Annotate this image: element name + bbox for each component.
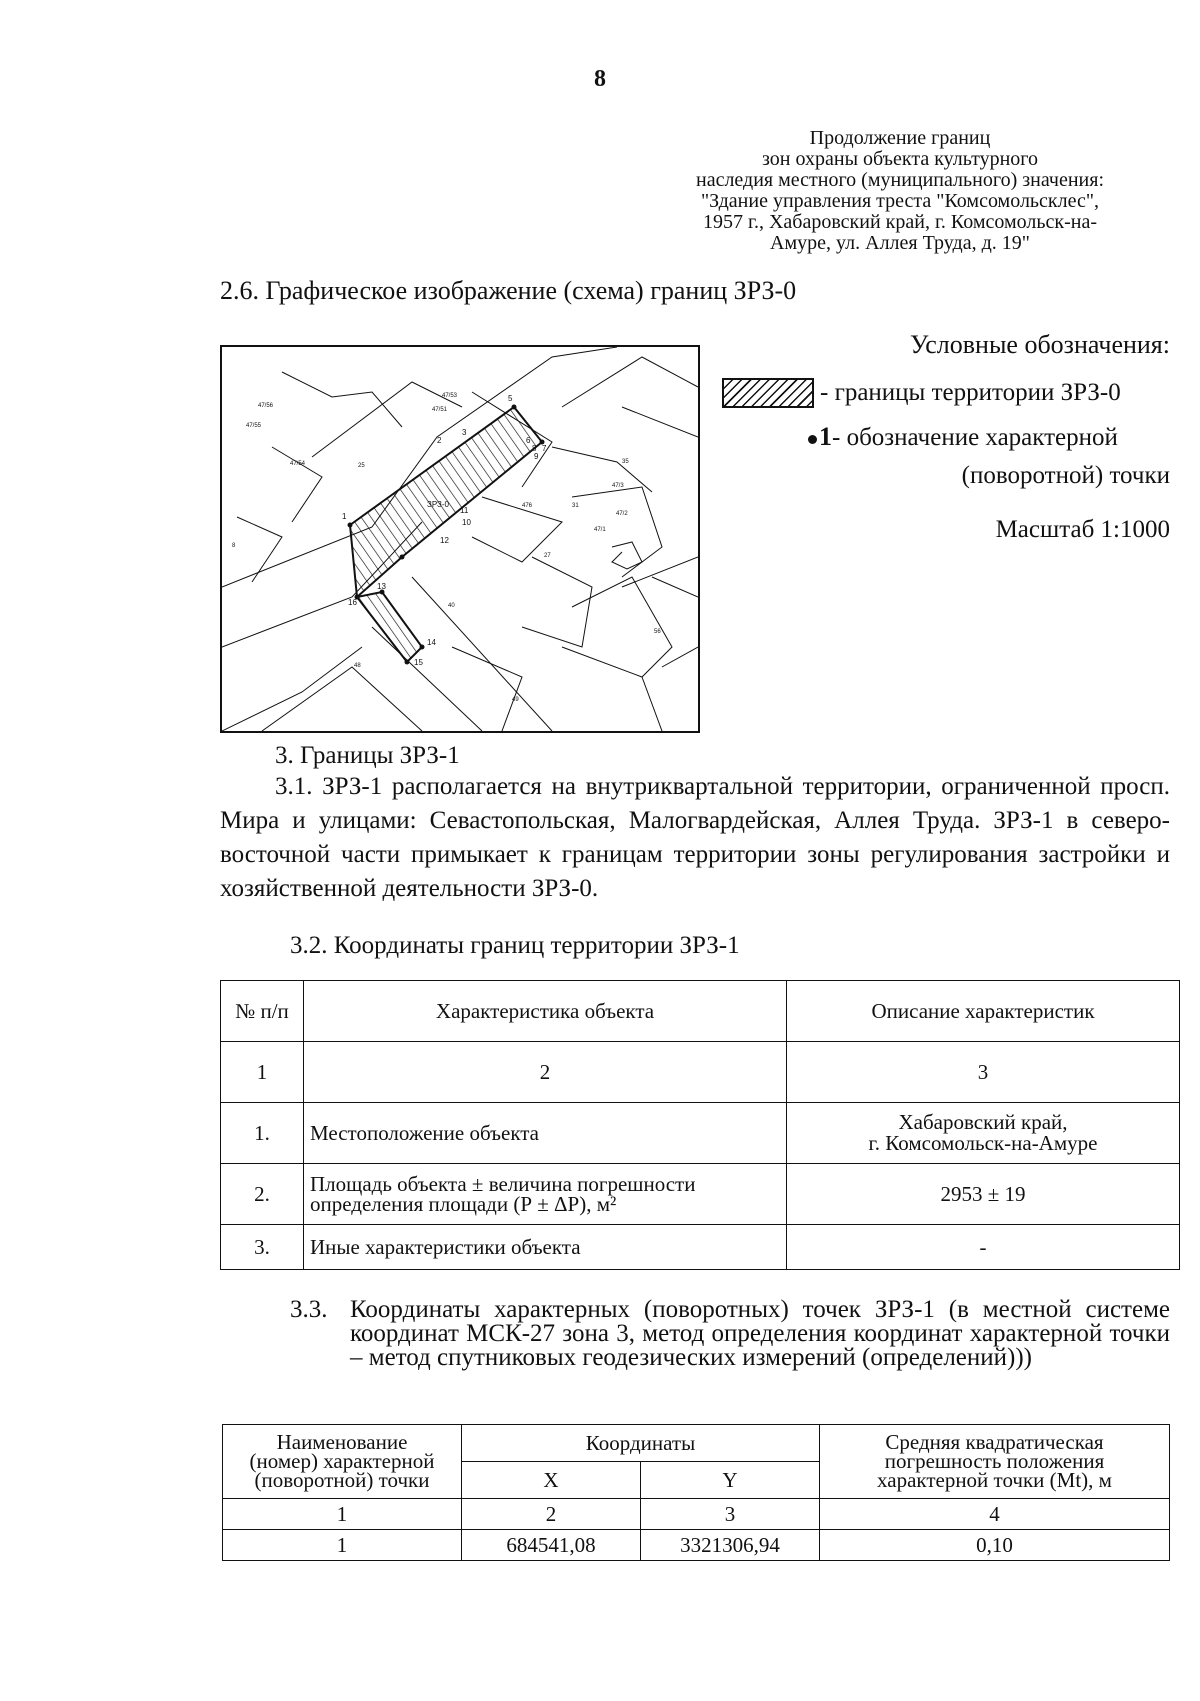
legend-point-entry xyxy=(808,422,1118,452)
row-number: 1. xyxy=(221,1103,304,1164)
header-line: характерной точки (Mt), м xyxy=(877,1468,1112,1492)
point-x: 684541,08 xyxy=(462,1530,641,1561)
row-name xyxy=(304,1164,787,1225)
point-dot-icon xyxy=(808,435,817,444)
point-y: 3321306,94 xyxy=(641,1530,820,1561)
continuation-line: Продолжение границ xyxy=(809,127,991,149)
table-header-cell: Характеристика объекта xyxy=(304,981,787,1042)
row-name: Местоположение объекта xyxy=(304,1103,787,1164)
continuation-line: Амуре, ул. Аллея Труда, д. 19" xyxy=(770,232,1030,254)
point-number: 1 xyxy=(223,1530,462,1561)
row-description xyxy=(787,1103,1180,1164)
header-point-name xyxy=(223,1425,462,1499)
scheme-parcel-label: 31 xyxy=(572,503,579,509)
scheme-point-label: 10 xyxy=(462,518,471,527)
scheme-point-label: 15 xyxy=(414,658,423,667)
page-number: 8 xyxy=(594,66,606,92)
row-name-line: Площадь объекта ± величина погрешности xyxy=(310,1172,696,1196)
point-mt: 0,10 xyxy=(820,1530,1170,1561)
scheme-parcel-label: 27 xyxy=(544,553,551,559)
scheme-point-label: 16 xyxy=(348,598,357,607)
header-line: Наименование xyxy=(276,1430,408,1454)
scheme-parcel-label: 47/51 xyxy=(432,407,448,413)
table-index-cell: 3 xyxy=(641,1499,820,1530)
table-row xyxy=(221,1164,1180,1225)
header-x: X xyxy=(462,1462,641,1499)
scheme-parcel-label: 47/56 xyxy=(258,403,274,409)
scheme-point-label: 3 xyxy=(462,428,467,437)
legend-hatch-entry xyxy=(722,378,1121,408)
header-coordinates: Координаты xyxy=(462,1425,820,1462)
paragraph-3-1 xyxy=(220,770,1170,906)
row-description-line: Хабаровский край, xyxy=(898,1110,1068,1134)
scheme-parcel-label: 47/3 xyxy=(612,483,624,489)
header-line: Средняя квадратическая xyxy=(885,1430,1104,1454)
header-line: (номер) характерной xyxy=(249,1449,435,1473)
legend-hatch-text: - границы территории ЗРЗ-0 xyxy=(820,379,1121,406)
scheme-point-label: 1 xyxy=(342,512,347,521)
scheme-point-label: 7 xyxy=(542,444,547,453)
table-index-cell: 1 xyxy=(223,1499,462,1530)
table-header-cell: Описание характеристик xyxy=(787,981,1180,1042)
scheme-zone-label: ЗРЗ-0 xyxy=(427,500,449,509)
scheme-parcel-label: 56 xyxy=(654,629,661,635)
scheme-parcel-label: 476 xyxy=(522,503,533,509)
table-row xyxy=(221,1103,1180,1164)
row-name-line: определения площади (Р ± ΔР), м² xyxy=(310,1192,617,1216)
continuation-line: зон охраны объекта культурного xyxy=(762,148,1038,170)
paragraph-3-3-text: Координаты характерных (поворотных) точек ЗРЗ-1 (в местной системе координат МСК-27 зона 3, метод определения координат характерной точки – метод спутниковых геодезических измерений (определений))) xyxy=(350,1296,1170,1371)
header-y: Y xyxy=(641,1462,820,1499)
section-3-heading: 3. Границы ЗРЗ-1 xyxy=(275,742,460,769)
scheme-parcel-label: 48 xyxy=(354,663,361,669)
scheme-parcel-label: 35 xyxy=(622,459,629,465)
scheme-point-label: 2 xyxy=(437,436,442,445)
scale-label: Масштаб 1:1000 xyxy=(995,516,1170,543)
scheme-parcel-label: 25 xyxy=(358,463,365,469)
legend-title: Условные обозначения: xyxy=(909,330,1170,359)
scheme-point-label: 6 xyxy=(526,436,531,445)
row-name: Иные характеристики объекта xyxy=(304,1225,787,1270)
section-2-6-heading: 2.6. Графическое изображение (схема) границ ЗРЗ-0 xyxy=(220,276,797,305)
scheme-parcel-label: 47/53 xyxy=(442,393,458,399)
scheme-parcel-label: 40 xyxy=(448,603,455,609)
legend-point-text-2: (поворотной) точки xyxy=(961,462,1170,489)
table-index-cell: 2 xyxy=(462,1499,641,1530)
section-3-2-heading: 3.2. Координаты границ территории ЗРЗ-1 xyxy=(290,932,740,959)
scheme-point-label: 12 xyxy=(440,536,449,545)
continuation-header xyxy=(640,128,1160,254)
row-number: 3. xyxy=(221,1225,304,1270)
paragraph-3-3-number: 3.3. xyxy=(290,1296,328,1323)
scheme-point-label: 9 xyxy=(534,452,539,461)
scheme-parcel-label: 47/2 xyxy=(616,511,628,517)
continuation-line: "Здание управления треста "Комсомольсклес", xyxy=(700,190,1100,212)
legend-point-text: - обозначение характерной xyxy=(832,424,1118,451)
table-index-cell: 1 xyxy=(221,1042,304,1103)
table-header-cell: № п/п xyxy=(221,981,304,1042)
scheme-point-label: 11 xyxy=(460,506,469,515)
header-line: (поворотной) точки xyxy=(254,1468,430,1492)
table-index-cell: 2 xyxy=(304,1042,787,1103)
header-line: погрешность положения xyxy=(884,1449,1105,1473)
row-description-line: г. Комсомольск-на-Амуре xyxy=(868,1131,1098,1155)
header-mt xyxy=(820,1425,1170,1499)
scheme-parcel-label: 8 xyxy=(232,543,236,549)
boundary-scheme-map xyxy=(220,345,700,733)
scheme-parcel-label: 49 xyxy=(512,697,519,703)
scheme-parcel-label: 47/55 xyxy=(246,423,262,429)
paragraph-3-3 xyxy=(290,1298,1170,1370)
scheme-point-label: 5 xyxy=(508,394,513,403)
table-index-cell: 3 xyxy=(787,1042,1180,1103)
object-characteristics-table xyxy=(220,980,1180,1270)
row-description: 2953 ± 19 xyxy=(787,1164,1180,1225)
paragraph-3-1-text: 3.1. ЗРЗ-1 располагается на внутриквартальной территории, ограниченной просп. Мира и улицами: Севастопольская, Малогвардейская, Аллея Труда. ЗРЗ-1 в северо-восточной части примыкает к границам территории зоны регулирования застройки и хозяйственной деятельности ЗРЗ-0. xyxy=(220,773,1170,902)
table-index-cell: 4 xyxy=(820,1499,1170,1530)
row-number: 2. xyxy=(221,1164,304,1225)
scheme-point-label: 13 xyxy=(377,582,386,591)
scheme-parcel-label: 47/1 xyxy=(594,527,606,533)
scheme-point-label: 8 xyxy=(532,444,537,453)
hatch-swatch-icon xyxy=(722,378,814,408)
continuation-line: наследия местного (муниципального) значения: xyxy=(695,169,1105,191)
scheme-point-label: 14 xyxy=(427,638,436,647)
continuation-line: 1957 г., Хабаровский край, г. Комсомольск-на- xyxy=(703,211,1097,233)
row-description: - xyxy=(787,1225,1180,1270)
legend-point-number: 1 xyxy=(819,422,832,451)
table-row xyxy=(223,1530,1170,1561)
scheme-parcel-label: 47/54 xyxy=(290,461,306,467)
point-coordinates-table xyxy=(222,1424,1170,1561)
table-row xyxy=(221,1225,1180,1270)
